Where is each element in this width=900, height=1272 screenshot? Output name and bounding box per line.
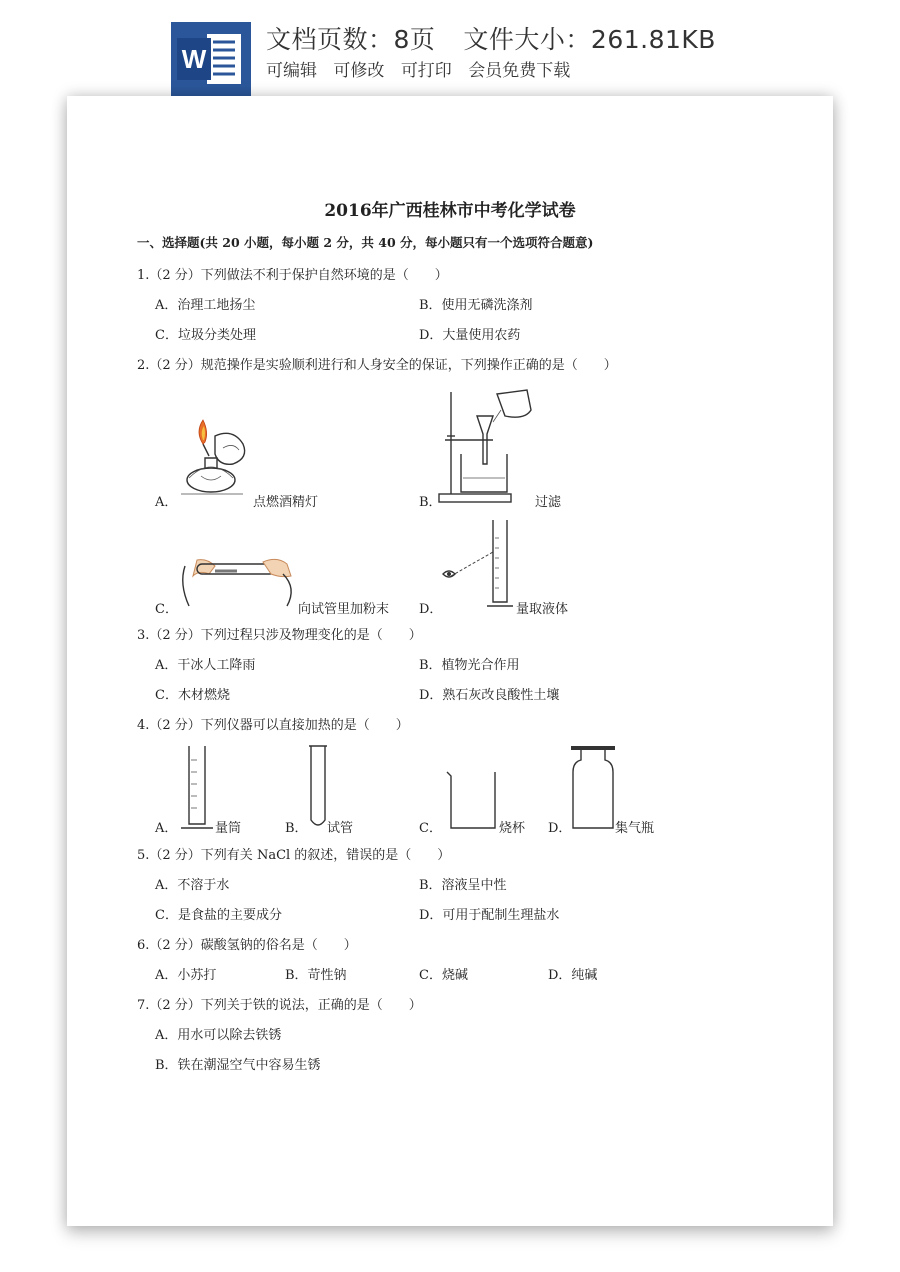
question-2-caption-d: 量取液体: [516, 602, 569, 617]
word-document-icon: [171, 22, 251, 96]
test-tube-powder-illustration: [175, 554, 303, 610]
tag-member-download: 会员免费下载: [468, 61, 571, 81]
question-2-option-c: C．: [155, 602, 178, 617]
question-2-stem: 2.（2 分）规范操作是实验顺利进行和人身安全的保证，下列操作正确的是（ ）: [137, 358, 617, 373]
question-2-caption-b: 过滤: [535, 495, 562, 510]
question-4-option-b: B．: [285, 821, 308, 836]
tag-modifiable: 可修改: [333, 61, 385, 81]
download-banner: [0, 0, 900, 96]
question-1-option-d: D．大量使用农药: [419, 328, 521, 343]
svg-text:W: W: [181, 44, 207, 74]
question-4-caption-a: 量筒: [215, 821, 242, 836]
graduated-cylinder-reading-illustration: [439, 518, 521, 614]
question-4-option-d: D．: [548, 821, 572, 836]
feature-tags: [266, 56, 581, 81]
question-5-option-d: D．可用于配制生理盐水: [419, 908, 560, 923]
question-6-option-d: D．纯碱: [548, 968, 598, 983]
question-3-option-a: A．干冰人工降雨: [155, 658, 256, 673]
beaker-illustration: [445, 770, 501, 832]
question-7-option-a: A．用水可以除去铁锈: [155, 1028, 282, 1043]
question-2-option-a: A．: [155, 495, 178, 510]
tag-printable: 可打印: [400, 61, 452, 81]
question-6-option-a: A．小苏打: [155, 968, 217, 983]
question-2-option-b: B．: [419, 495, 442, 510]
question-5-option-c: C．是食盐的主要成分: [155, 908, 282, 923]
question-3-stem: 3.（2 分）下列过程只涉及物理变化的是（ ）: [137, 628, 422, 643]
question-5-stem: 5.（2 分）下列有关 NaCl 的叙述，错误的是（ ）: [137, 848, 451, 863]
question-6-option-b: B．苛性钠: [285, 968, 347, 983]
test-tube-illustration: [307, 744, 329, 832]
file-info: [266, 20, 716, 56]
question-1-option-a: A．治理工地扬尘: [155, 298, 256, 313]
question-2-caption-a: 点燃酒精灯: [253, 495, 319, 510]
question-5-option-b: B．溶液呈中性: [419, 878, 507, 893]
question-4-caption-d: 集气瓶: [615, 821, 655, 836]
question-5-option-a: A．不溶于水: [155, 878, 230, 893]
question-1-stem: 1.（2 分）下列做法不利于保护自然环境的是（ ）: [137, 268, 448, 283]
tag-editable: 可编辑: [266, 61, 317, 81]
section-heading: 一、选择题(共 20 小题，每小题 2 分，共 40 分，每小题只有一个选项符合题意): [137, 235, 594, 250]
question-6-option-c: C．烧碱: [419, 968, 468, 983]
gas-collecting-bottle-illustration: [569, 746, 619, 832]
measuring-cylinder-illustration: [175, 744, 219, 832]
question-6-stem: 6.（2 分）碳酸氢钠的俗名是（ ）: [137, 938, 357, 953]
page-count: 文档页数：8页: [266, 25, 436, 54]
question-1-option-b: B．使用无磷洗涤剂: [419, 298, 533, 313]
document-page: [67, 96, 833, 1226]
alcohol-lamp-illustration: [175, 418, 255, 502]
question-4-stem: 4.（2 分）下列仪器可以直接加热的是（ ）: [137, 718, 409, 733]
question-4-option-c: C．: [419, 821, 442, 836]
question-7-stem: 7.（2 分）下列关于铁的说法，正确的是（ ）: [137, 998, 422, 1013]
file-size: 文件大小：261.81KB: [463, 25, 716, 54]
question-4-option-a: A．: [155, 821, 178, 836]
question-2-caption-c: 向试管里加粉末: [298, 602, 390, 617]
question-3-option-b: B．植物光合作用: [419, 658, 520, 673]
question-1-option-c: C．垃圾分类处理: [155, 328, 256, 343]
question-4-caption-b: 试管: [327, 821, 354, 836]
filtration-apparatus-illustration: [435, 386, 539, 506]
exam-title: 2016年广西桂林市中考化学试卷: [324, 201, 576, 221]
question-2-option-d: D．: [419, 602, 443, 617]
question-3-option-c: C．木材燃烧: [155, 688, 230, 703]
question-4-caption-c: 烧杯: [499, 821, 526, 836]
question-7-option-b: B．铁在潮湿空气中容易生锈: [155, 1058, 321, 1073]
question-3-option-d: D．熟石灰改良酸性土壤: [419, 688, 560, 703]
